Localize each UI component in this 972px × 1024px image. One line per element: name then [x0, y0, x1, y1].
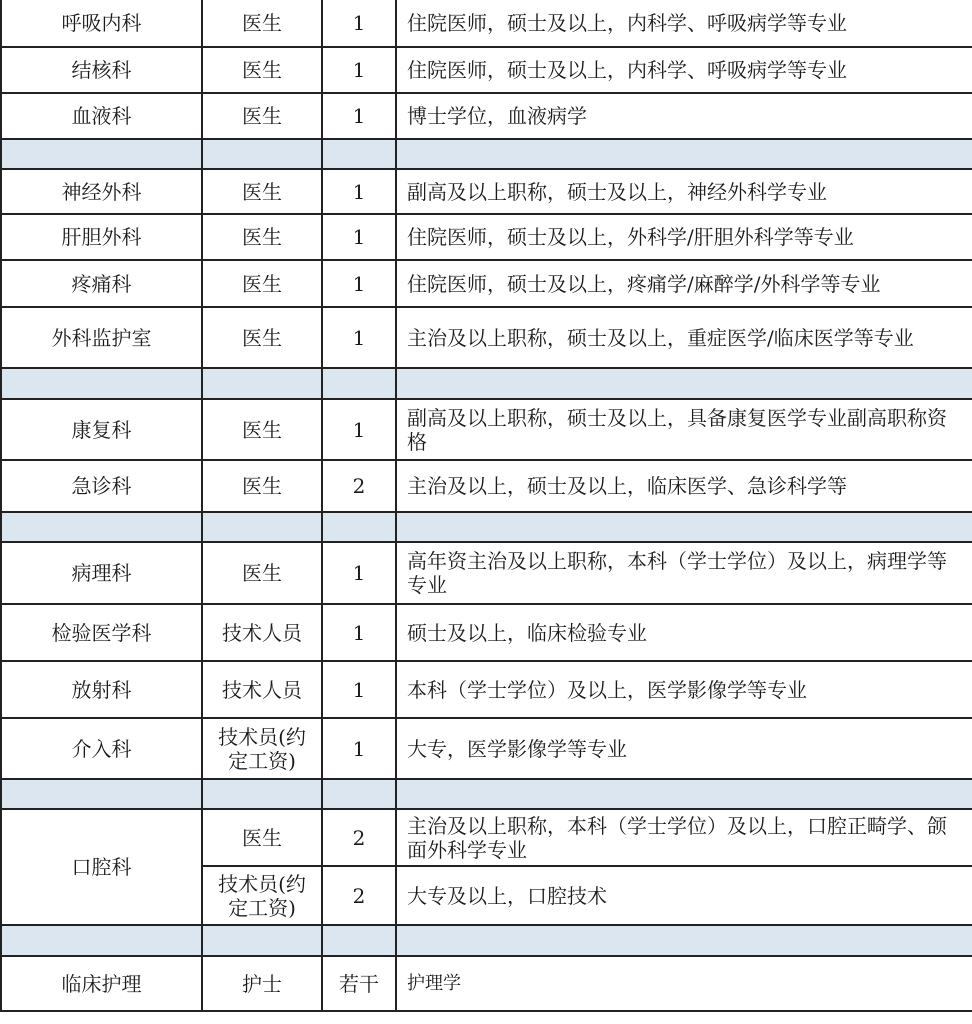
- count-cell: 1: [322, 169, 396, 214]
- separator-cell: [1, 368, 202, 399]
- position-cell: 医生: [202, 399, 322, 460]
- separator-cell: [396, 368, 972, 399]
- requirement-cell: 主治及以上职称，硕士及以上，重症医学/临床医学等专业: [396, 307, 972, 368]
- department-cell: 急诊科: [1, 460, 202, 512]
- count-cell: 1: [322, 307, 396, 368]
- requirement-cell: 主治及以上职称，本科（学士学位）及以上，口腔正畸学、颌面外科学专业: [396, 809, 972, 866]
- separator-cell: [396, 925, 972, 956]
- position-cell: 医生: [202, 214, 322, 260]
- separator-cell: [1, 512, 202, 542]
- table-row: [1, 47, 972, 93]
- count-cell: 1: [322, 93, 396, 139]
- table-row: [1, 460, 972, 512]
- position-cell: 医生: [202, 93, 322, 139]
- table-row: [1, 93, 972, 139]
- table-row: [1, 260, 972, 307]
- department-cell: 血液科: [1, 93, 202, 139]
- separator-cell: [322, 368, 396, 399]
- position-cell: 技术人员: [202, 661, 322, 718]
- position-cell: 技术人员: [202, 604, 322, 661]
- count-cell: 1: [322, 260, 396, 307]
- table-row: [1, 718, 972, 779]
- separator-cell: [396, 139, 972, 169]
- position-cell: 技术员(约定工资): [202, 866, 322, 925]
- requirement-cell: 大专，医学影像学等专业: [396, 718, 972, 779]
- requirement-cell: 住院医师，硕士及以上，内科学、呼吸病学等专业: [396, 0, 972, 47]
- count-cell: 2: [322, 460, 396, 512]
- separator-cell: [396, 512, 972, 542]
- requirement-cell: 硕士及以上，临床检验专业: [396, 604, 972, 661]
- table-row: [1, 956, 972, 1011]
- requirement-cell: 大专及以上，口腔技术: [396, 866, 972, 925]
- department-cell: 疼痛科: [1, 260, 202, 307]
- requirement-cell: 主治及以上，硕士及以上，临床医学、急诊科学等: [396, 460, 972, 512]
- count-cell: 2: [322, 866, 396, 925]
- separator-cell: [202, 925, 322, 956]
- position-cell: 医生: [202, 307, 322, 368]
- separator-cell: [396, 779, 972, 809]
- table-row: [1, 542, 972, 604]
- position-cell: 医生: [202, 460, 322, 512]
- count-cell: 1: [322, 718, 396, 779]
- count-cell: 1: [322, 542, 396, 604]
- position-cell: 医生: [202, 809, 322, 866]
- separator-row: [1, 512, 972, 542]
- position-cell: 医生: [202, 47, 322, 93]
- table-row: [1, 214, 972, 260]
- separator-row: [1, 925, 972, 956]
- separator-row: [1, 368, 972, 399]
- table-row: [1, 0, 972, 47]
- department-cell: 病理科: [1, 542, 202, 604]
- separator-cell: [1, 139, 202, 169]
- position-cell: 医生: [202, 542, 322, 604]
- separator-cell: [202, 512, 322, 542]
- separator-cell: [1, 925, 202, 956]
- count-cell: 1: [322, 661, 396, 718]
- department-cell: 呼吸内科: [1, 0, 202, 47]
- separator-row: [1, 139, 972, 169]
- table-row: [1, 307, 972, 368]
- department-cell: 口腔科: [1, 809, 202, 925]
- requirement-cell: 副高及以上职称，硕士及以上，神经外科学专业: [396, 169, 972, 214]
- requirement-cell: 本科（学士学位）及以上，医学影像学等专业: [396, 661, 972, 718]
- requirement-cell: 住院医师，硕士及以上，内科学、呼吸病学等专业: [396, 47, 972, 93]
- department-cell: 结核科: [1, 47, 202, 93]
- count-cell: 1: [322, 0, 396, 47]
- department-cell: 临床护理: [1, 956, 202, 1011]
- count-cell: 2: [322, 809, 396, 866]
- position-cell: 医生: [202, 260, 322, 307]
- position-cell: 技术员(约定工资): [202, 718, 322, 779]
- separator-cell: [1, 779, 202, 809]
- department-cell: 神经外科: [1, 169, 202, 214]
- count-cell: 1: [322, 47, 396, 93]
- requirement-cell: 副高及以上职称，硕士及以上，具备康复医学专业副高职称资格: [396, 399, 972, 460]
- separator-cell: [202, 779, 322, 809]
- position-cell: 医生: [202, 0, 322, 47]
- position-cell: 护士: [202, 956, 322, 1011]
- department-cell: 外科监护室: [1, 307, 202, 368]
- requirement-cell: 护理学: [396, 956, 972, 1011]
- separator-cell: [322, 139, 396, 169]
- table-row: [1, 169, 972, 214]
- department-cell: 康复科: [1, 399, 202, 460]
- separator-cell: [322, 512, 396, 542]
- department-cell: 肝胆外科: [1, 214, 202, 260]
- count-cell: 1: [322, 399, 396, 460]
- department-cell: 检验医学科: [1, 604, 202, 661]
- department-cell: 介入科: [1, 718, 202, 779]
- separator-cell: [322, 779, 396, 809]
- separator-cell: [202, 139, 322, 169]
- separator-row: [1, 779, 972, 809]
- count-cell: 1: [322, 604, 396, 661]
- requirement-cell: 博士学位，血液病学: [396, 93, 972, 139]
- count-cell: 若干: [322, 956, 396, 1011]
- requirement-cell: 住院医师，硕士及以上，外科学/肝胆外科学等专业: [396, 214, 972, 260]
- table-row: [1, 604, 972, 661]
- separator-cell: [202, 368, 322, 399]
- count-cell: 1: [322, 214, 396, 260]
- separator-cell: [322, 925, 396, 956]
- table-row: [1, 661, 972, 718]
- table-row: [1, 809, 972, 866]
- table-row: [1, 399, 972, 460]
- department-cell: 放射科: [1, 661, 202, 718]
- position-cell: 医生: [202, 169, 322, 214]
- requirement-cell: 高年资主治及以上职称，本科（学士学位）及以上，病理学等专业: [396, 542, 972, 604]
- requirement-cell: 住院医师，硕士及以上，疼痛学/麻醉学/外科学等专业: [396, 260, 972, 307]
